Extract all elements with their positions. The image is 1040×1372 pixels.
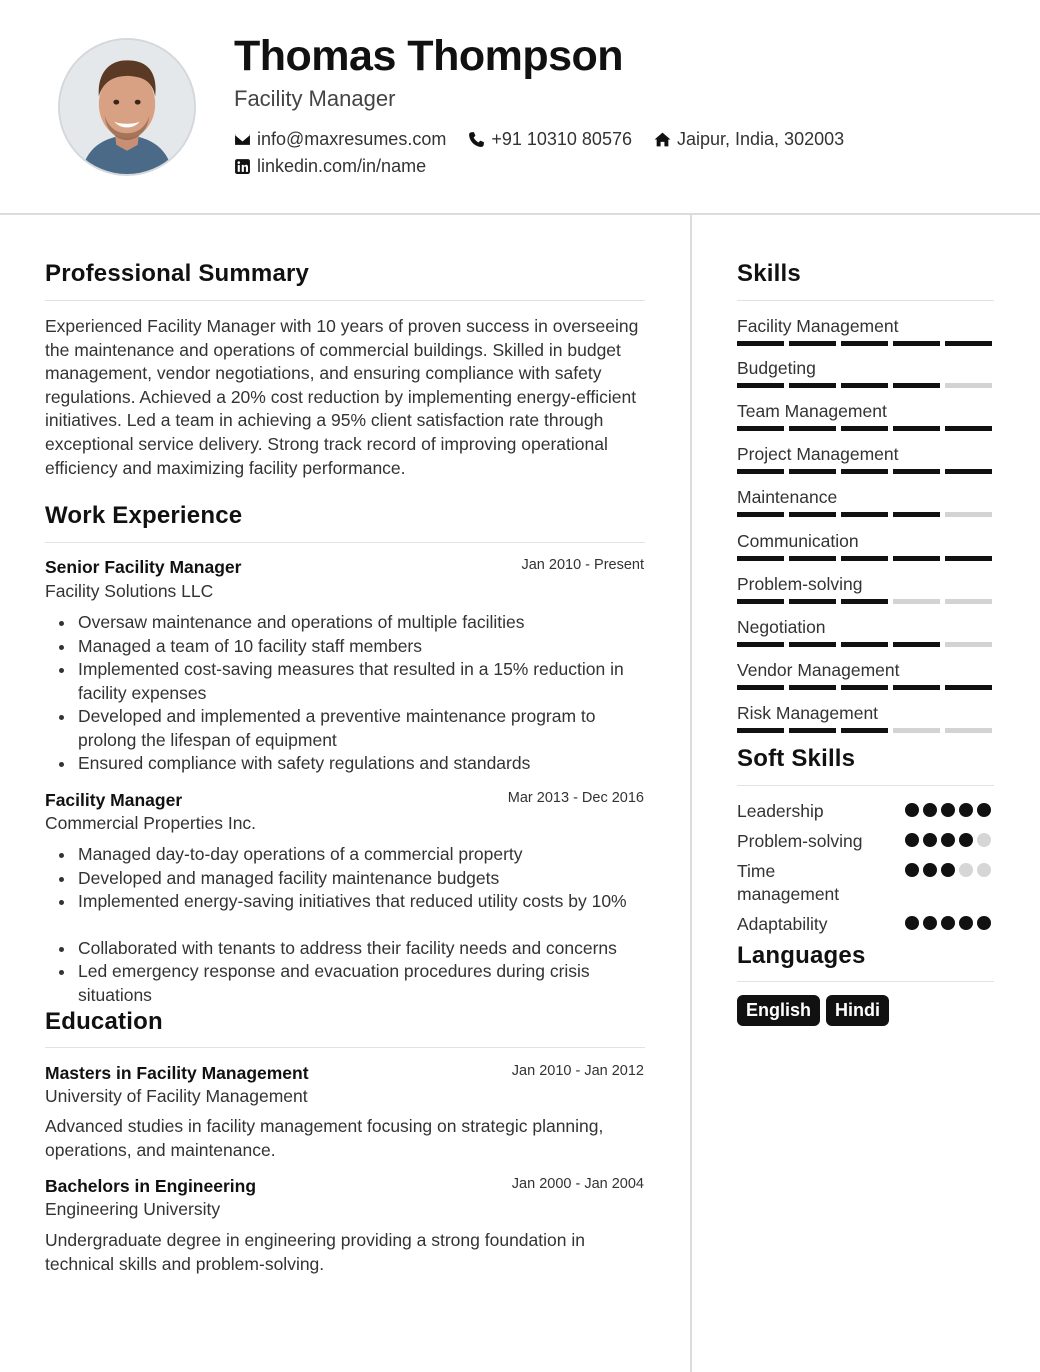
job-org: Facility Solutions LLC [45,581,214,601]
job-title: Facility Manager [45,790,183,810]
soft-skill-name: Time management [737,861,840,904]
education-description: Advanced studies in facility management focusing on strategic planning, operations, and maintenance. [45,1116,604,1160]
skill-level-segment [737,556,784,561]
skill-item [737,617,994,657]
skill-level-segment [789,383,836,388]
list-item: Developed and managed facility maintenance budgets [45,867,645,891]
rating-dot [977,916,991,930]
rating-dot [959,863,973,877]
skill-level-bar [737,512,994,517]
contact-linkedin[interactable] [234,156,426,177]
skill-level-segment [945,728,992,733]
rating-dot [977,833,991,847]
skill-level-segment [789,728,836,733]
list-item: Collaborated with tenants to address their facility needs and concerns [45,937,645,961]
phone-icon [468,131,485,148]
skill-item [737,574,994,614]
soft-skill-name: Leadership [737,801,824,821]
skill-level-segment [841,599,888,604]
skill-level-segment [893,599,940,604]
skill-name: Facility Management [737,316,899,336]
skill-level-segment [841,341,888,346]
location-text: Jaipur, India, 302003 [676,129,845,149]
skill-level-segment [737,341,784,346]
skill-level-segment [789,642,836,647]
contact-location [654,129,844,150]
soft-skill-name: Problem-solving [737,831,863,851]
job-bullets [45,843,645,1007]
experience-heading: Work Experience [45,502,243,529]
skill-level-segment [789,341,836,346]
skill-level-segment [945,556,992,561]
section-divider [737,785,994,786]
skill-level-segment [945,512,992,517]
skill-level-segment [945,426,992,431]
skill-level-segment [945,383,992,388]
column-divider [690,215,692,1372]
skill-name: Negotiation [737,617,826,637]
skill-level-segment [841,685,888,690]
school-name: Engineering University [45,1199,221,1219]
skill-level-segment [893,642,940,647]
skill-item [737,660,994,700]
section-divider [45,1047,645,1048]
skill-level-segment [737,469,784,474]
section-divider [737,981,994,982]
skill-level-bar [737,556,994,561]
skill-level-segment [789,469,836,474]
skill-name: Communication [737,531,859,551]
skill-level-segment [893,685,940,690]
section-divider [45,300,645,301]
skill-level-bar [737,728,994,733]
job-date: Jan 2010 - Present [521,557,644,573]
skill-level-segment [737,512,784,517]
degree-title: Bachelors in Engineering [45,1176,257,1196]
phone-text: +91 10310 80576 [491,129,632,149]
skill-level-bar [737,426,994,431]
soft-skill-rating [905,863,995,877]
skill-level-bar [737,469,994,474]
skill-name: Problem-solving [737,574,863,594]
skill-level-segment [789,685,836,690]
rating-dot [923,803,937,817]
language-badge: Hindi [826,995,889,1026]
soft-skill-rating [905,916,995,930]
education-description: Undergraduate degree in engineering providing a strong foundation in technical skills and problem-solving. [45,1230,585,1274]
section-divider [45,542,645,543]
degree-date: Jan 2000 - Jan 2004 [511,1176,644,1192]
rating-dot [923,863,937,877]
skill-level-segment [893,469,940,474]
skill-level-segment [737,728,784,733]
list-item: Ensured compliance with safety regulations and standards [45,752,645,776]
list-item: Implemented cost-saving measures that resulted in a 15% reduction in facility expenses [45,658,645,705]
skill-level-segment [893,512,940,517]
skill-name: Maintenance [737,487,838,507]
skill-level-bar [737,383,994,388]
skill-level-segment [841,469,888,474]
rating-dot [959,833,973,847]
degree-title: Masters in Facility Management [45,1063,309,1083]
soft-skill-rating [905,803,995,817]
skill-level-segment [945,469,992,474]
rating-dot [959,803,973,817]
linkedin-text: linkedin.com/in/name [257,156,427,176]
summary-text: Experienced Facility Manager with 10 years of proven success in overseeing the maintenance and operations of commercial buildings. Skilled in budget management, vendor negotiations, and ensuring compliance with safety regulations. Achieved a 20% cost reduction by implementing energy-efficient initiatives. Led a team in achieving a 95% client satisfaction rate through exceptional service delivery. Strong track record of improving operational efficiency and maximizing facility performance. [45,316,639,478]
rating-dot [905,863,919,877]
contact-row [234,129,866,150]
skill-item [737,401,994,441]
language-badge: English [737,995,820,1026]
soft-skill-name: Adaptability [737,914,828,934]
skill-level-segment [893,426,940,431]
soft-skill-rating [905,833,995,847]
skill-level-segment [893,341,940,346]
skill-item [737,703,994,743]
contact-phone[interactable] [468,129,632,150]
skill-level-segment [893,383,940,388]
envelope-icon [234,131,251,148]
list-item: Led emergency response and evacuation procedures during crisis situations [45,960,645,1007]
list-item: Managed day-to-day operations of a commercial property [45,843,645,867]
list-item: Oversaw maintenance and operations of multiple facilities [45,611,645,635]
rating-dot [941,863,955,877]
skill-item [737,444,994,484]
skill-level-segment [841,642,888,647]
contact-email[interactable] [234,129,446,150]
skill-level-segment [841,383,888,388]
skill-name: Risk Management [737,703,879,723]
skill-item [737,531,994,571]
candidate-name: Thomas Thompson [234,32,624,80]
soft-skills-heading: Soft Skills [737,745,856,772]
skill-item [737,316,994,356]
job-title: Senior Facility Manager [45,557,242,577]
skill-level-segment [789,556,836,561]
skill-level-bar [737,599,994,604]
skill-level-segment [893,556,940,561]
skill-level-segment [841,426,888,431]
linkedin-icon [234,158,251,175]
languages-list [737,995,895,1026]
skill-level-segment [789,426,836,431]
skill-name: Budgeting [737,358,816,378]
skill-level-segment [945,599,992,604]
skill-level-segment [737,685,784,690]
email-text: info@maxresumes.com [257,129,447,149]
skills-heading: Skills [737,260,801,287]
rating-dot [905,833,919,847]
skill-level-segment [737,599,784,604]
profile-photo-icon [60,40,194,174]
rating-dot [905,803,919,817]
home-icon [654,131,671,148]
contact-row-2 [234,156,448,177]
rating-dot [923,916,937,930]
skill-name: Project Management [737,444,899,464]
skill-level-bar [737,341,994,346]
skill-level-segment [841,556,888,561]
degree-date: Jan 2010 - Jan 2012 [511,1063,644,1079]
avatar [58,38,196,176]
resume-header [0,0,1040,215]
skill-level-segment [945,685,992,690]
job-bullets [45,611,645,776]
rating-dot [977,803,991,817]
skill-level-segment [737,426,784,431]
languages-heading: Languages [737,942,866,969]
rating-dot [941,916,955,930]
job-org: Commercial Properties Inc. [45,813,257,833]
rating-dot [905,916,919,930]
rating-dot [977,863,991,877]
section-divider [737,300,994,301]
candidate-role: Facility Manager [234,86,396,111]
skill-level-segment [893,728,940,733]
skill-level-segment [945,341,992,346]
skill-level-segment [737,642,784,647]
skill-level-segment [945,642,992,647]
skill-level-segment [789,599,836,604]
skill-name: Team Management [737,401,887,421]
summary-heading: Professional Summary [45,260,310,287]
rating-dot [923,833,937,847]
rating-dot [941,803,955,817]
skill-level-segment [737,383,784,388]
school-name: University of Facility Management [45,1086,308,1106]
job-date: Mar 2013 - Dec 2016 [507,790,644,806]
skill-level-segment [841,728,888,733]
list-item: Implemented energy-saving initiatives that reduced utility costs by 10% [45,890,645,914]
list-item: Developed and implemented a preventive maintenance program to prolong the lifespan of equipment [45,705,645,752]
skill-item [737,358,994,398]
skill-level-bar [737,685,994,690]
skill-level-segment [841,512,888,517]
rating-dot [959,916,973,930]
skill-item [737,487,994,527]
skill-level-segment [789,512,836,517]
skill-level-bar [737,642,994,647]
rating-dot [941,833,955,847]
education-heading: Education [45,1008,163,1035]
list-item: Managed a team of 10 facility staff members [45,635,645,659]
skill-name: Vendor Management [737,660,900,680]
